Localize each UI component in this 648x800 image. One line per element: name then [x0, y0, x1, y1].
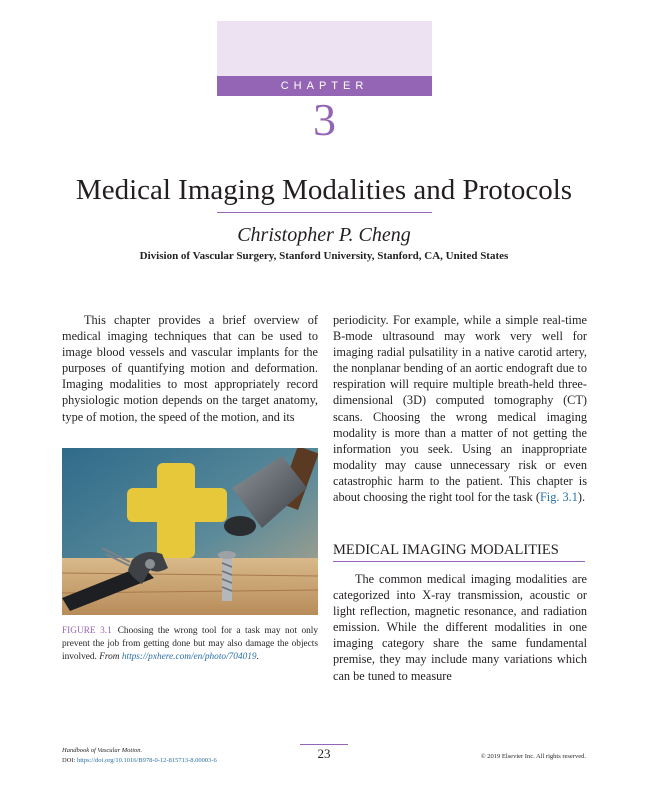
doi-label: DOI: — [62, 757, 76, 764]
footer-book-title: Handbook of Vascular Motion. — [62, 747, 143, 754]
section-heading: MEDICAL IMAGING MODALITIES — [333, 541, 585, 562]
doi-link[interactable]: https://doi.org/10.1016/B978-0-12-815713-8.00003-6 — [76, 757, 217, 764]
figure-image — [62, 448, 318, 615]
chapter-label: CHAPTER — [217, 76, 432, 96]
figure-label: FIGURE 3.1 — [62, 626, 112, 636]
footer-citation — [62, 746, 217, 766]
caption-text: Choosing the wrong tool for a task may not only prevent the job from getting done but may also damage the objects involved. — [62, 626, 318, 662]
figure-reference-link[interactable]: Fig. 3.1 — [539, 490, 578, 505]
caption-source-prefix: From — [99, 652, 120, 662]
figure-caption — [62, 625, 318, 664]
page-number: 23 — [300, 744, 348, 762]
paragraph-text: periodicity. For example, while a simple real-time B-mode ultrasound may work very well for imaging radial pulsatility in a native carotid artery, the nonplanar bending of an aortic endograft due to respiration will require multiple breath-held three-dimensional (3D) computed tomography (CT) scans. Choosing the wrong medical imaging modality is more than a matter of not getting the information you seek. Using an inappropriate modality may cause unnecessary risk or even catastrophic harm to the patient. This chapter is about choosing the right tool for the task ( — [333, 313, 587, 505]
author-affiliation: Division of Vascular Surgery, Stanford University, Stanford, CA, United States — [139, 250, 509, 262]
caption-source-suffix: . — [256, 652, 259, 662]
chapter-number: 3 — [313, 94, 336, 145]
tools-photo-icon — [62, 448, 318, 615]
caption-source-link[interactable]: https://pxhere.com/en/photo/704019 — [121, 652, 257, 662]
footer-copyright: © 2019 Elsevier Inc. All rights reserved. — [480, 753, 586, 760]
author-name: Christopher P. Cheng — [237, 224, 411, 246]
paragraph-text-end: ). — [577, 490, 586, 505]
page-title: Medical Imaging Modalities and Protocols — [75, 174, 573, 206]
chapter-banner — [217, 21, 432, 96]
body-paragraph-right — [333, 312, 587, 505]
footer-doi — [62, 756, 217, 766]
title-divider — [217, 212, 432, 213]
body-paragraph-section: The common medical imaging modalities are categorized into X-ray transmission, acoustic or light reflection, magnetic resonance, and radiation emission. While the different modalities in one imaging category share the same fundamental premise, they may include many variations which can be tuned to measure — [333, 572, 587, 683]
body-paragraph-left: This chapter provides a brief overview of medical imaging techniques that can be used to image blood vessels and vascular implants for the purposes of quantifying motion and deformation. Imaging modalities to most appropriately record physiologic motion depends on the target anatomy, type of motion, the speed of the motion, and its — [62, 313, 318, 424]
